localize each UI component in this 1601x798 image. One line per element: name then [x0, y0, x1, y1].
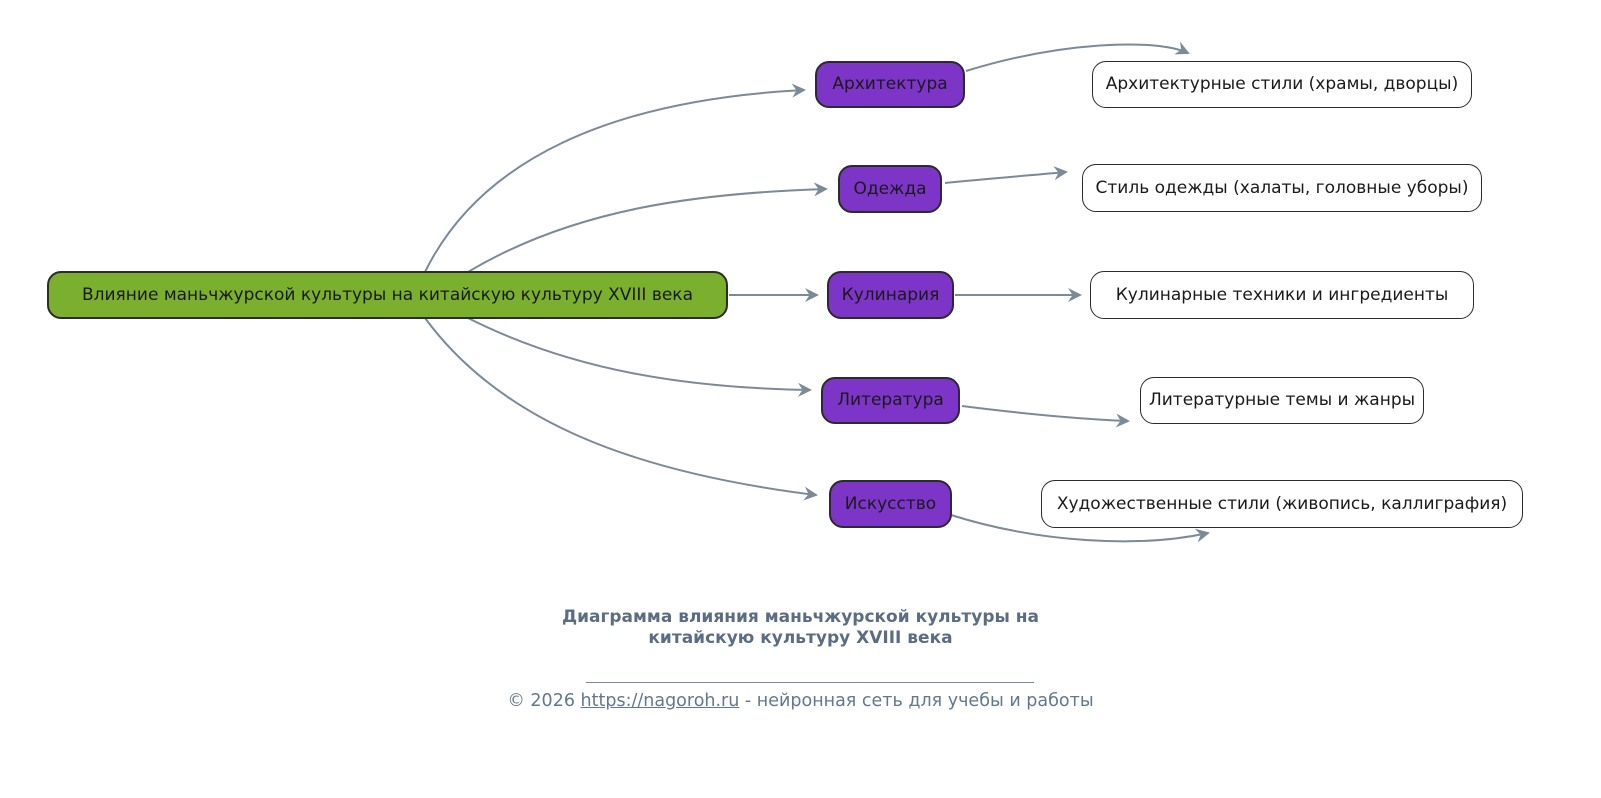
edge-literature-to-detail	[962, 406, 1128, 421]
caption-line-1: Диаграмма влияния маньчжурской культуры на	[561, 607, 1039, 627]
footer-divider	[586, 682, 1034, 683]
copyright-prefix: © 2026	[507, 691, 581, 711]
edge-root-to-clothing	[468, 189, 826, 272]
detail-node-literature: Литературные темы и жанры	[1140, 377, 1424, 424]
detail-node-art: Художественные стили (живопись, каллиграфия)	[1041, 480, 1523, 528]
detail-node-architecture: Архитектурные стили (храмы, дворцы)	[1092, 61, 1472, 108]
category-node-literature: Литература	[821, 377, 960, 424]
diagram-caption	[0, 607, 1601, 649]
category-node-clothing: Одежда	[838, 165, 942, 213]
category-node-art: Искусство	[829, 480, 952, 528]
detail-node-cuisine: Кулинарные техники и ингредиенты	[1090, 271, 1474, 319]
copyright-suffix: - нейронная сеть для учебы и работы	[739, 691, 1094, 711]
category-node-architecture: Архитектура	[815, 61, 965, 108]
edge-root-to-literature	[468, 318, 810, 390]
detail-node-clothing: Стиль одежды (халаты, головные уборы)	[1082, 164, 1482, 212]
category-node-cuisine: Кулинария	[827, 271, 954, 319]
edge-root-to-architecture	[425, 90, 804, 272]
edge-root-to-art	[425, 318, 816, 495]
caption-line-2: китайскую культуру XVIII века	[648, 628, 953, 648]
site-link[interactable]: https://nagoroh.ru	[580, 691, 740, 711]
copyright-line	[0, 690, 1601, 712]
root-node: Влияние маньчжурской культуры на китайскую культуру XVIII века	[47, 271, 728, 319]
edge-clothing-to-detail	[945, 172, 1066, 183]
